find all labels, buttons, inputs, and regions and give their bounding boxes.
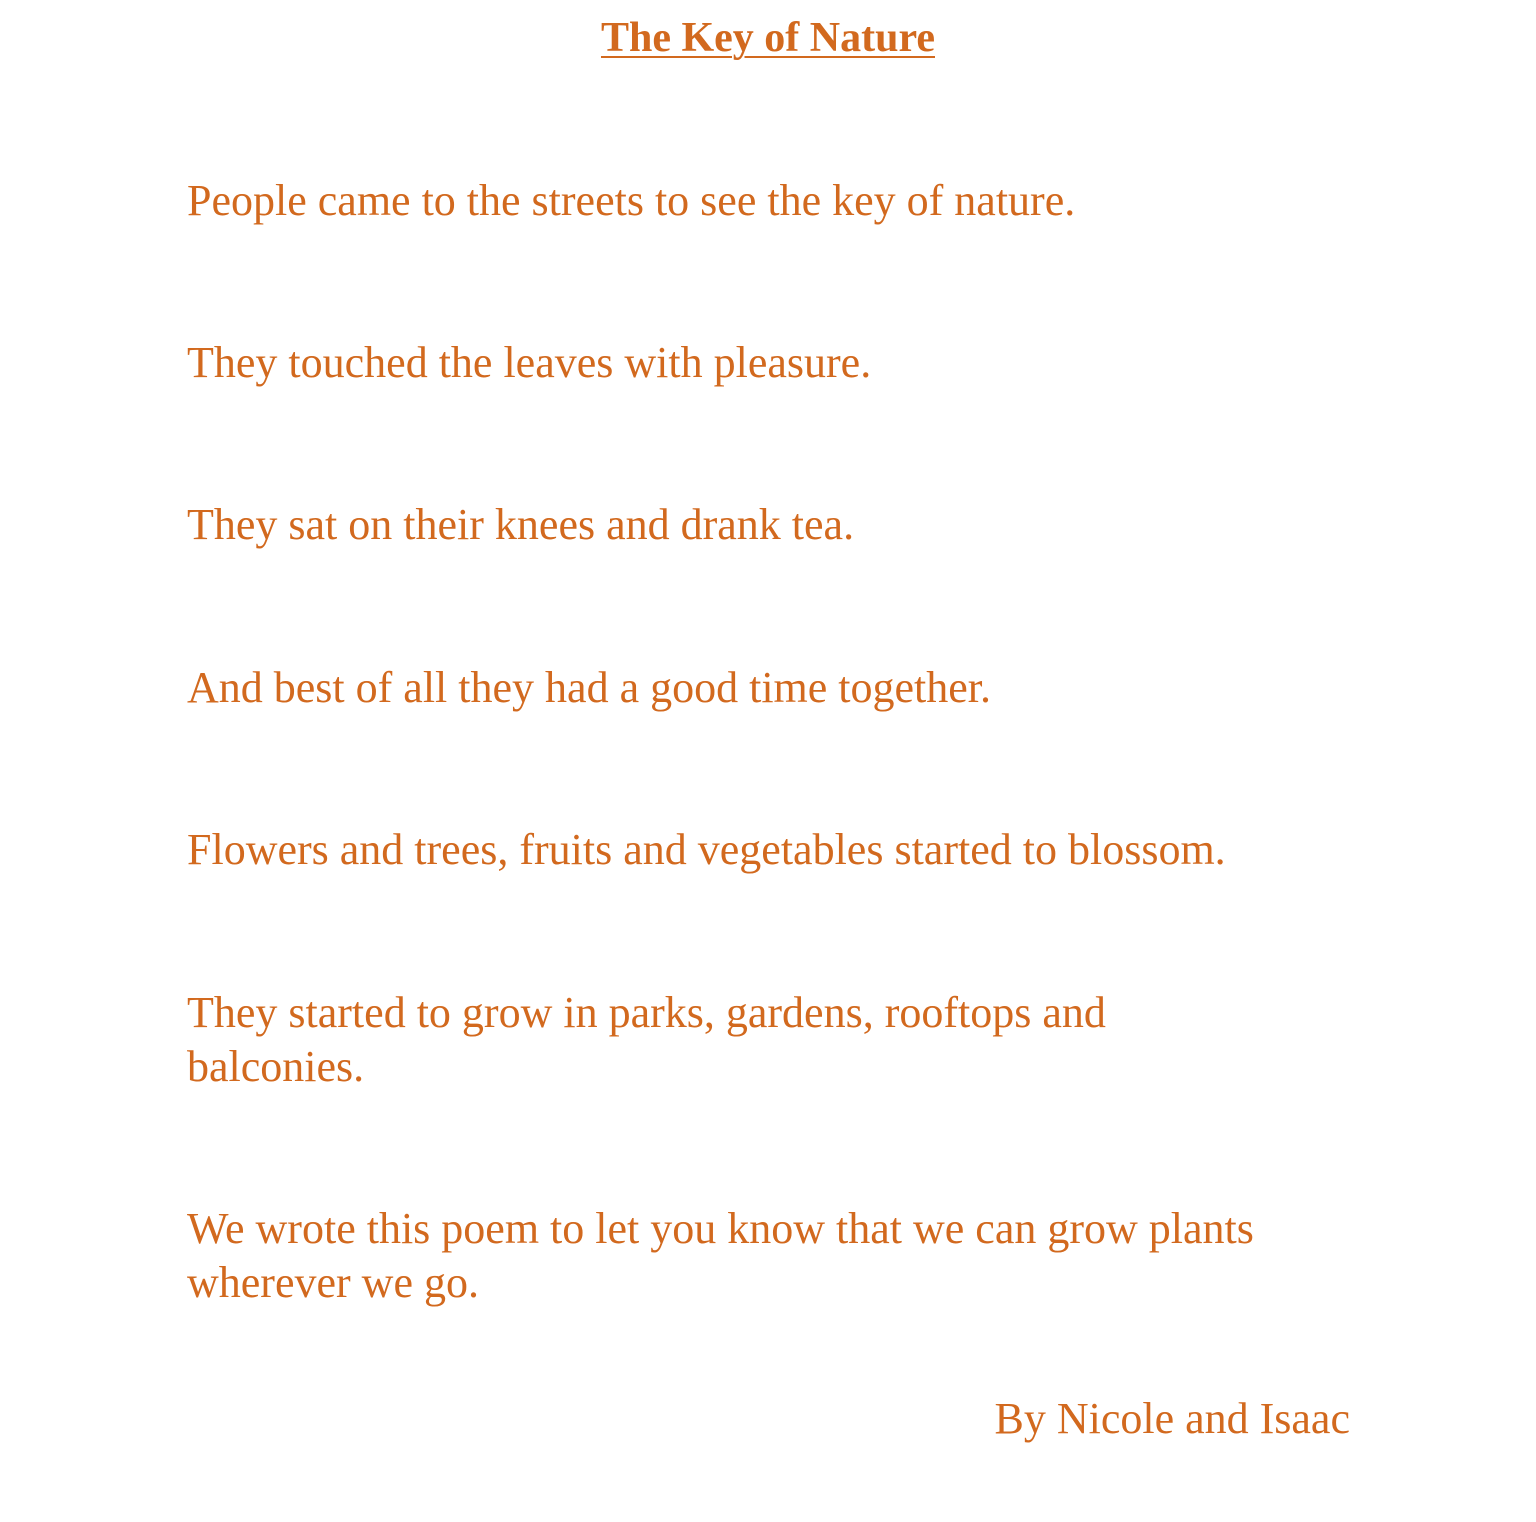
poem-line-5: Flowers and trees, fruits and vegetables started to blossom. <box>187 825 1226 874</box>
poem-line-2: They touched the leaves with pleasure. <box>187 338 872 387</box>
poem-line-7: We wrote this poem to let you know that we can grow plants wherever we go. <box>187 1204 1254 1307</box>
poem-line-1: People came to the streets to see the key of nature. <box>187 176 1076 225</box>
poem-line-6: They started to grow in parks, gardens, rooftops and balconies. <box>187 988 1106 1091</box>
poem-title: The Key of Nature <box>600 15 935 61</box>
poem-line-3: They sat on their knees and drank tea. <box>187 500 855 549</box>
poem-line-4: And best of all they had a good time together. <box>187 663 992 712</box>
author-byline: By Nicole and Isaac <box>994 1394 1350 1443</box>
